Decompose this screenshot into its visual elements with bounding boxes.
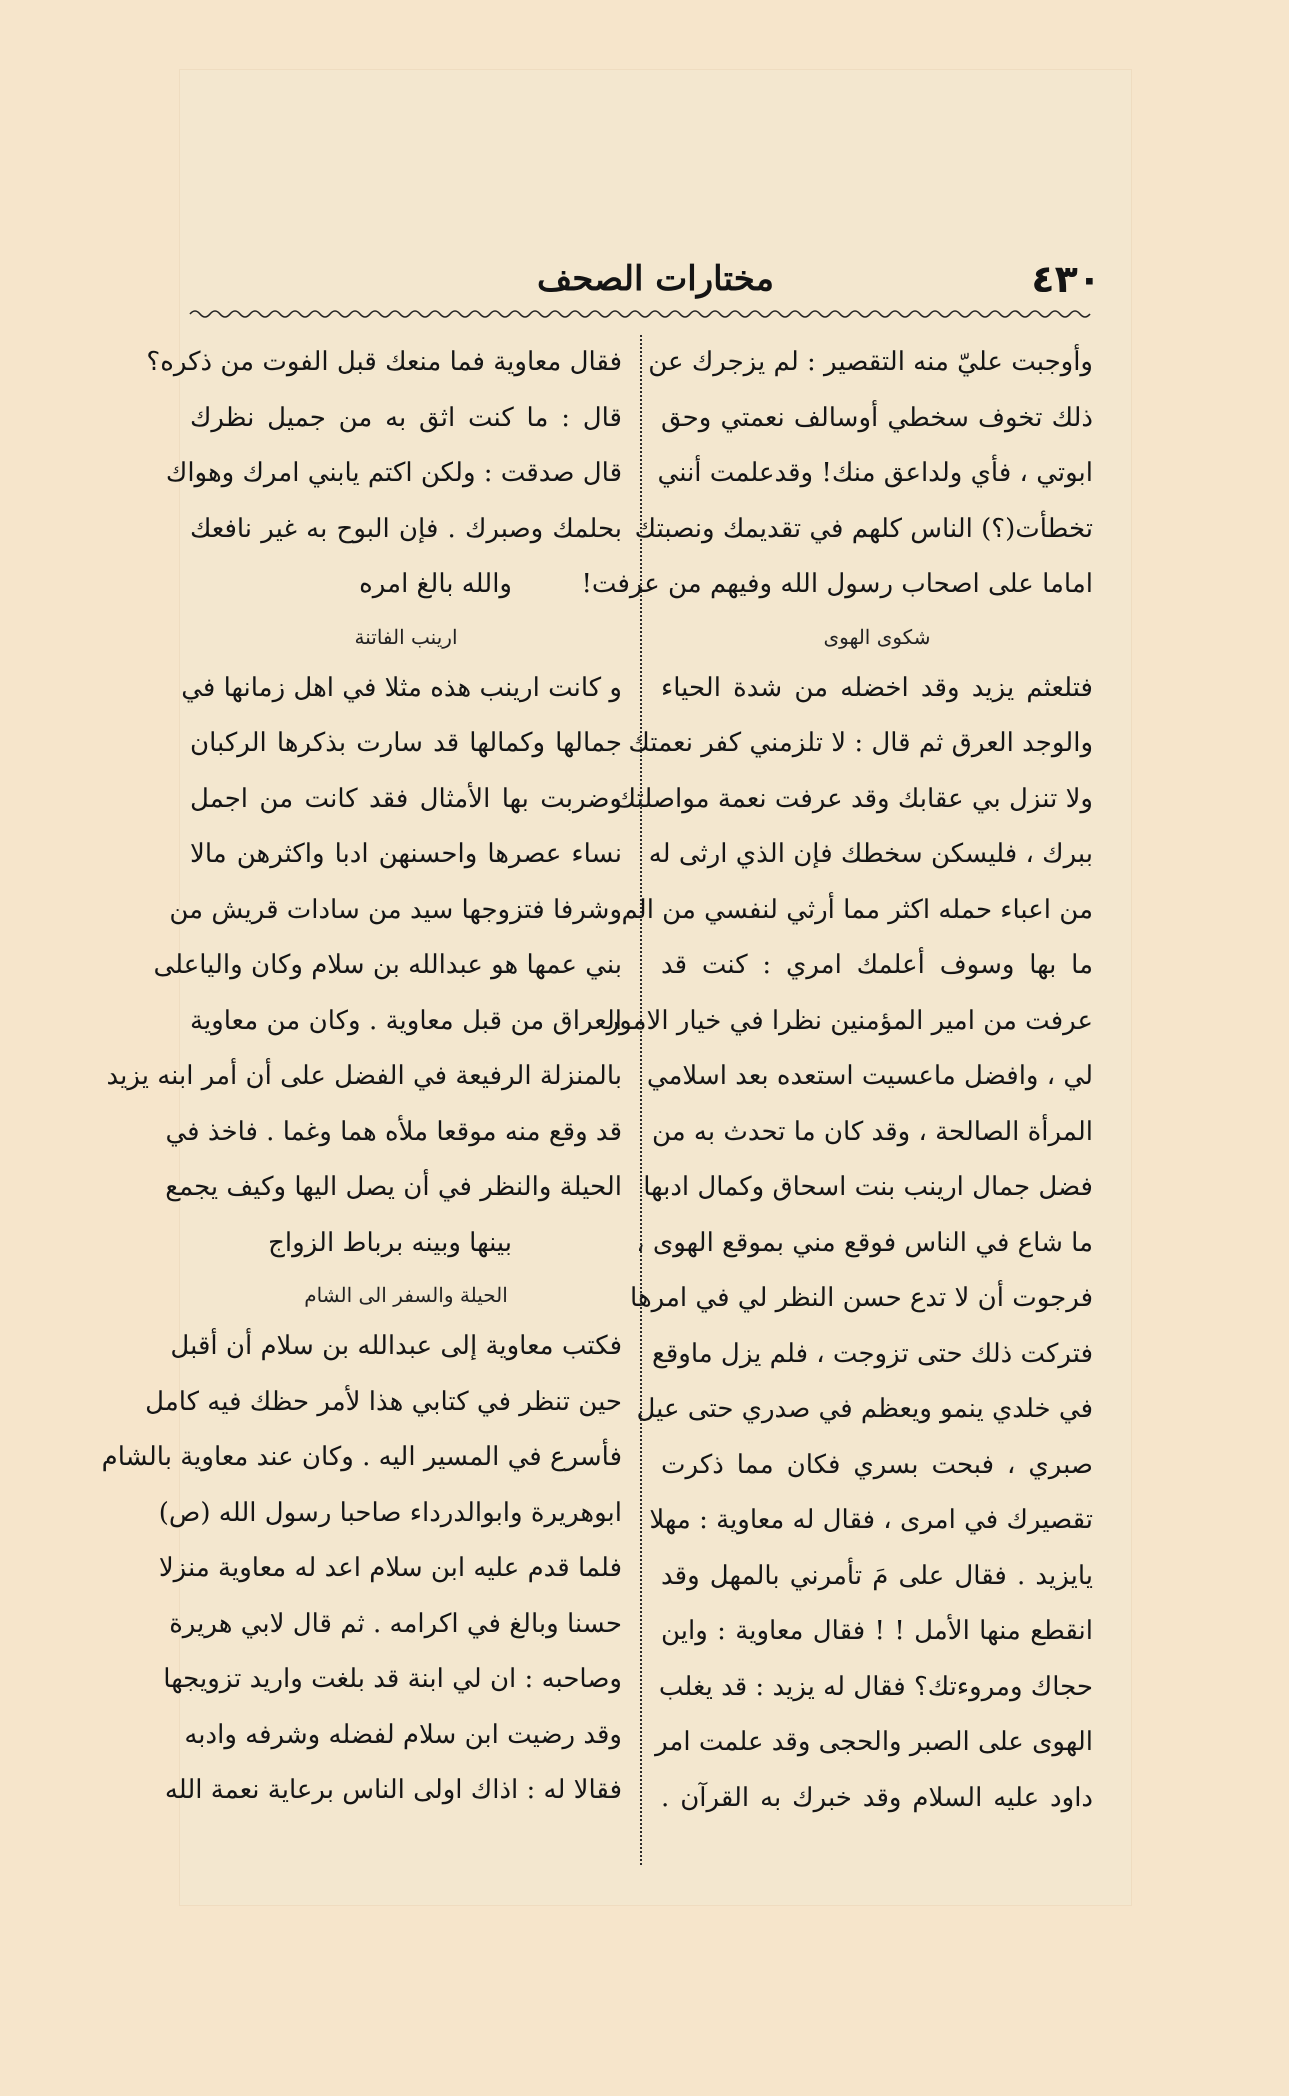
text-line: وصاحبه : ان لي ابنة قد بلغت واريد تزويجها	[163, 1664, 622, 1694]
text-line: داود عليه السلام وقد خبرك به القرآن .	[661, 1782, 1093, 1813]
text-line: فكتب معاوية إلى عبدالله بن سلام أن أقبل	[170, 1331, 622, 1361]
text-line: فتركت ذلك حتى تزوجت ، فلم يزل ماوقع	[652, 1338, 1093, 1369]
text-line: ذلك تخوف سخطي أوسالف نعمتي وحق	[661, 402, 1093, 433]
text-line: حجاك ومروءتك؟ فقال له يزيد : قد يغلب	[658, 1671, 1093, 1702]
text-line: اماما على اصحاب رسول الله وفيهم من عرفت!	[581, 569, 1093, 599]
text-line: قال صدقت : ولكن اكتم يابني امرك وهواك	[165, 458, 622, 488]
text-line: نساء عصرها واحسنهن ادبا واكثرهن مالا	[190, 839, 622, 869]
text-line: حسنا وبالغ في اكرامه . ثم قال لابي هريرة	[169, 1608, 622, 1639]
left-column	[101, 335, 622, 1865]
wavy-rule	[190, 308, 1090, 320]
text-line: فأسرع في المسير اليه . وكان عند معاوية بالشام	[101, 1442, 622, 1472]
text-line: العراق من قبل معاوية . وكان من معاوية	[190, 1005, 622, 1036]
text-line: وشرفا فتزوجها سيد من سادات قريش من	[169, 894, 622, 925]
text-line: ما شاع في الناس فوقع مني بموقع الهوى ،	[636, 1227, 1093, 1258]
book-page	[101, 70, 1131, 1905]
text-line: و كانت ارينب هذه مثلا في اهل زمانها في	[181, 672, 622, 703]
text-line: وضربت بها الأمثال فقد كانت من اجمل	[190, 783, 622, 814]
text-line: يايزيد . فقال على مَ تأمرني بالمهل وقد	[661, 1560, 1093, 1591]
text-line: في خلدي ينمو ويعظم في صدري حتى عيل	[636, 1394, 1093, 1424]
text-line: حين تنظر في كتابي هذا لأمر حظك فيه كامل	[145, 1386, 622, 1417]
section-heading: الحيلة والسفر الى الشام	[304, 1283, 508, 1307]
text-columns	[101, 335, 1131, 1865]
text-line: تقصيرك في امرى ، فقال له معاوية : مهلا	[649, 1505, 1093, 1535]
text-line: قد وقع منه موقعا ملأه هما وغما . فاخذ في	[165, 1116, 622, 1147]
section-heading: شكوى الهوى	[823, 624, 931, 649]
page-header	[180, 245, 1131, 315]
section-heading: ارينب الفاتنة	[354, 624, 458, 649]
right-column	[581, 335, 1093, 1865]
text-line: فرجوت أن لا تدع حسن النظر لي في امرها	[630, 1283, 1093, 1313]
text-line: ما بها وسوف أعلمك امري : كنت قد	[661, 950, 1093, 980]
text-line: جمالها وكمالها قد سارت بذكرها الركبان	[190, 728, 622, 758]
text-line: بني عمها هو عبدالله بن سلام وكان والياعلى	[153, 950, 622, 980]
text-line: الهوى على الصبر والحجى وقد علمت امر	[655, 1727, 1093, 1757]
text-line: فلما قدم عليه ابن سلام اعد له معاوية منزلا	[158, 1553, 622, 1583]
text-line: ابوتي ، فأي ولداعق منك! وقدعلمت أنني	[657, 458, 1093, 488]
text-line: فقالا له : اذاك اولى الناس برعاية نعمة الله	[164, 1775, 622, 1805]
text-line: الحيلة والنظر في أن يصل اليها وكيف يجمع	[165, 1172, 622, 1202]
running-title: مختارات الصحف	[537, 259, 774, 299]
text-line: بالمنزلة الرفيعة في الفضل على أن أمر ابنه يزيد	[106, 1061, 622, 1091]
page-number: ٤٣٠	[1031, 257, 1101, 301]
text-line: تخطأت(؟) الناس كلهم في تقديمك ونصبتك	[634, 513, 1093, 544]
text-line: ببرك ، فليسكن سخطك فإن الذي ارثى له	[648, 839, 1093, 869]
text-line: بينها وبينه برباط الزواج	[268, 1227, 512, 1258]
text-line: لي ، وافضل ماعسيت استعده بعد اسلامي	[646, 1061, 1093, 1091]
text-line: من اعباء حمله اكثر مما أرثي لنفسي من الم	[621, 894, 1093, 925]
text-line: صبري ، فبحت بسري فكان مما ذكرت	[661, 1449, 1093, 1480]
text-line: فتلعثم يزيد وقد اخضله من شدة الحياء	[661, 672, 1093, 703]
text-line: قال : ما كنت اثق به من جميل نظرك	[190, 402, 622, 433]
text-line: وأوجبت عليّ منه التقصير : لم يزجرك عن	[648, 347, 1093, 377]
text-line: المرأة الصالحة ، وقد كان ما تحدث به من	[651, 1116, 1093, 1147]
column-divider	[640, 335, 642, 1865]
text-line: فضل جمال ارينب بنت اسحاق وكمال ادبها	[643, 1172, 1093, 1202]
text-line: وقد رضيت ابن سلام لفضله وشرفه وادبه	[184, 1719, 622, 1750]
text-line: بحلمك وصبرك . فإن البوح به غير نافعك	[190, 513, 622, 544]
text-line: فقال معاوية فما منعك قبل الفوت من ذكره؟	[146, 347, 622, 377]
text-line: ابوهريرة وابوالدرداء صاحبا رسول الله (ص)	[158, 1497, 622, 1528]
text-line: انقطع منها الأمل ! ! فقال معاوية : واين	[661, 1616, 1093, 1646]
text-line: والوجد العرق ثم قال : لا تلزمني كفر نعمتك	[628, 728, 1093, 758]
text-line: عرفت من امير المؤمنين نظرا في خيار الامور	[606, 1005, 1093, 1036]
text-line: ولا تنزل بي عقابك وقد عرفت نعمة مواصلتك	[614, 783, 1093, 814]
text-line: والله بالغ امره	[359, 569, 512, 599]
